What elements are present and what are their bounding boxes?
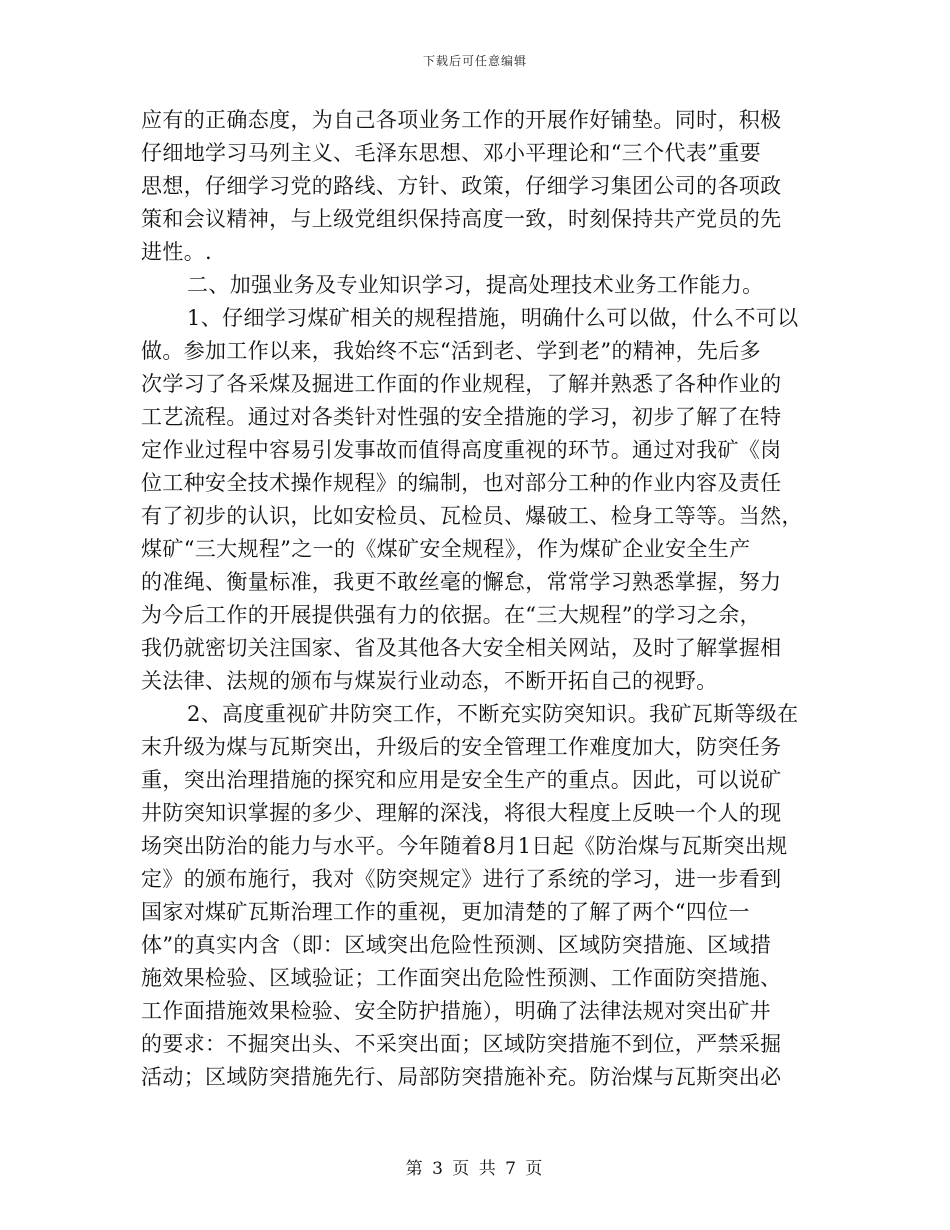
text-line: 有了初步的认识，比如安检员、瓦检员、爆破工、检身工等等。当然， — [141, 504, 803, 528]
text-line: 策和会议精神，与上级党组织保持高度一致，时刻保持共产党员的先 — [141, 207, 782, 231]
text-line: 2、高度重视矿井防突工作，不断充实防突知识。我矿瓦斯等级在 — [187, 702, 799, 726]
text-line: 工作面措施效果检验、安全防护措施），明确了法律法规对突出矿井 — [141, 999, 771, 1023]
paragraph — [141, 269, 809, 302]
text-line: 煤矿“三大规程”之一的《煤矿安全规程》，作为煤矿企业安全生产 — [141, 537, 751, 561]
text-line: 仔细地学习马列主义、毛泽东思想、邓小平理论和“三个代表”重要 — [141, 141, 761, 165]
text-line: 定作业过程中容易引发事故而值得高度重视的环节。通过对我矿《岗 — [141, 438, 782, 462]
paragraph — [141, 302, 809, 698]
text-line: 次学习了各采煤及掘进工作面的作业规程，了解并熟悉了各种作业的 — [141, 372, 782, 396]
page-header: 下载后可任意编辑 — [422, 54, 527, 68]
text-line: 做。参加工作以来，我始终不忘“活到老、学到老”的精神，先后多 — [141, 339, 761, 363]
text-line: 末升级为煤与瓦斯突出，升级后的安全管理工作难度加大，防突任务 — [141, 735, 782, 759]
text-line: 施效果检验、区域验证；工作面突出危险性预测、工作面防突措施、 — [141, 966, 782, 990]
page-number: 第 3 页 共 7 页 — [405, 1159, 545, 1179]
text-line: 思想，仔细学习党的路线、方针、政策，仔细学习集团公司的各项政 — [141, 174, 782, 198]
text-line: 定》的颁布施行，我对《防突规定》进行了系统的学习，进一步看到 — [141, 867, 782, 891]
text-line: 工艺流程。通过对各类针对性强的安全措施的学习，初步了解了在特 — [141, 405, 782, 429]
text-line: 的要求：不掘突出头、不采突出面；区域防突措施不到位，严禁采掘 — [141, 1032, 782, 1056]
text-line: 的准绳、衡量标准，我更不敢丝毫的懈怠，常常学习熟悉掌握，努力 — [141, 570, 782, 594]
text-line: 二、加强业务及专业知识学习，提高处理技术业务工作能力。 — [187, 273, 764, 297]
text-line: 进性。. — [141, 240, 213, 264]
text-line: 位工种安全技术操作规程》的编制，也对部分工种的作业内容及责任 — [141, 471, 782, 495]
paragraph — [141, 698, 809, 1094]
text-line: 国家对煤矿瓦斯治理工作的重视，更加清楚的了解了两个“四位一 — [141, 900, 750, 924]
text-line: 关法律、法规的颁布与煤炭行业动态，不断开拓自己的视野。 — [141, 669, 718, 693]
paragraph — [141, 104, 809, 269]
text-line: 井防突知识掌握的多少、理解的深浅，将很大程度上反映一个人的现 — [141, 801, 782, 825]
text-line: 为今后工作的开展提供强有力的依据。在“三大规程”的学习之余， — [141, 603, 761, 627]
text-line: 应有的正确态度，为自己各项业务工作的开展作好铺垫。同时，积极 — [141, 108, 782, 132]
text-line: 重，突出治理措施的探究和应用是安全生产的重点。因此，可以说矿 — [141, 768, 782, 792]
text-line: 1、仔细学习煤矿相关的规程措施，明确什么可以做，什么不可以 — [187, 306, 799, 330]
text-line: 活动；区域防突措施先行、局部防突措施补充。防治煤与瓦斯突出必 — [141, 1065, 782, 1089]
text-line: 体”的真实内含（即：区域突出危险性预测、区域防突措施、区域措 — [141, 933, 772, 957]
text-line: 我仍就密切关注国家、省及其他各大安全相关网站，及时了解掌握相 — [141, 636, 782, 660]
text-line: 场突出防治的能力与水平。今年随着8月1日起《防治煤与瓦斯突出规 — [141, 834, 788, 858]
document-body — [141, 104, 809, 1094]
